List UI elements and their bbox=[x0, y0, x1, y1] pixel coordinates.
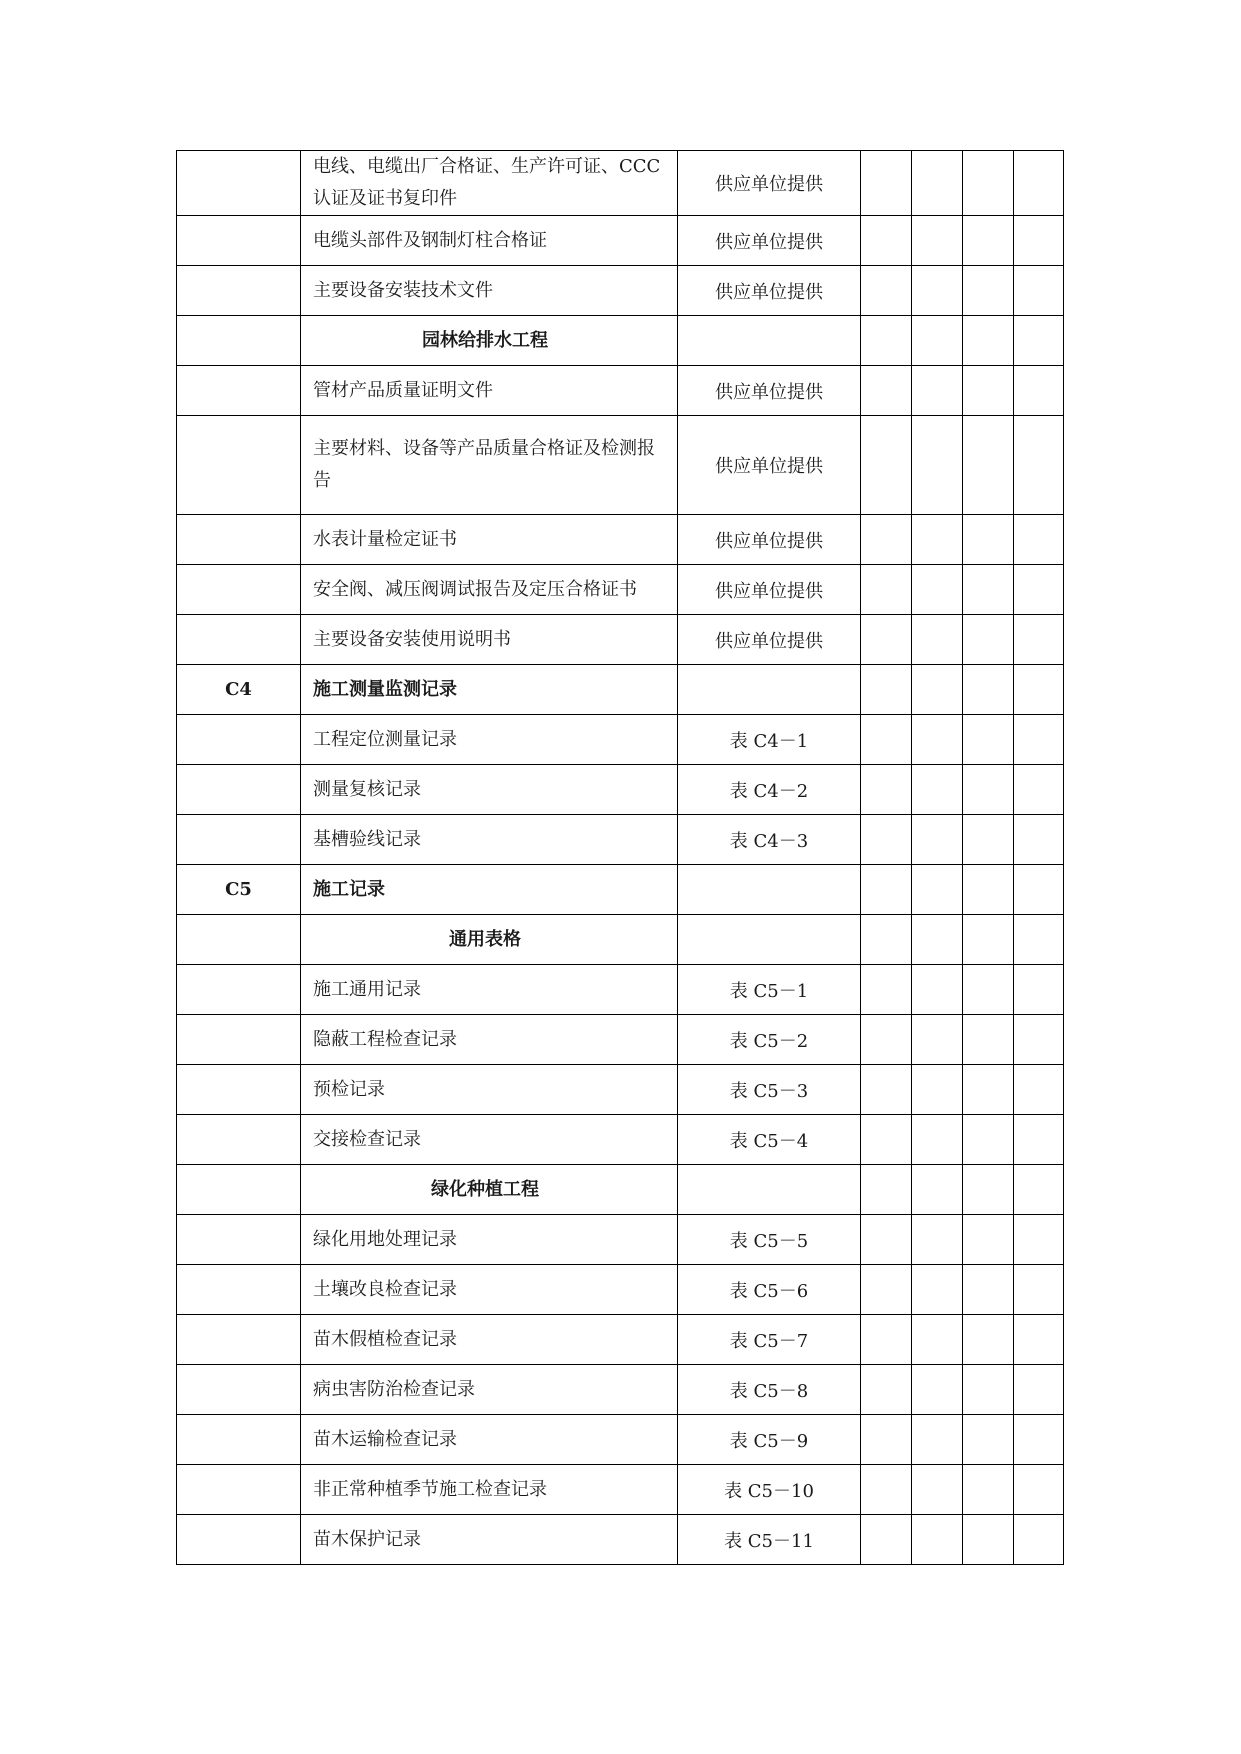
record-name-cell: 主要设备安装使用说明书 bbox=[301, 615, 678, 665]
check-cell bbox=[861, 1465, 912, 1515]
check-cell bbox=[1014, 151, 1064, 216]
record-code-cell bbox=[177, 416, 301, 515]
check-cell bbox=[912, 865, 963, 915]
check-cell bbox=[1014, 815, 1064, 865]
record-name-cell: 主要材料、设备等产品质量合格证及检测报告 bbox=[301, 416, 678, 515]
table-row bbox=[177, 615, 1064, 665]
record-code-cell bbox=[177, 366, 301, 416]
record-name-cell: 水表计量检定证书 bbox=[301, 515, 678, 565]
record-source-cell: 供应单位提供 bbox=[678, 515, 861, 565]
check-cell bbox=[963, 765, 1014, 815]
record-name-cell: 电线、电缆出厂合格证、生产许可证、CCC认证及证书复印件 bbox=[301, 151, 678, 216]
check-cell bbox=[861, 366, 912, 416]
table-row bbox=[177, 815, 1064, 865]
check-cell bbox=[912, 316, 963, 366]
record-code-cell bbox=[177, 216, 301, 266]
table-row bbox=[177, 1515, 1064, 1565]
check-cell bbox=[861, 1065, 912, 1115]
table-row bbox=[177, 865, 1064, 915]
check-cell bbox=[861, 1015, 912, 1065]
record-source-cell: 供应单位提供 bbox=[678, 565, 861, 615]
check-cell bbox=[912, 1515, 963, 1565]
table-row bbox=[177, 216, 1064, 266]
record-name-cell: 苗木保护记录 bbox=[301, 1515, 678, 1565]
table-row bbox=[177, 1115, 1064, 1165]
record-source-cell: 表 C4－3 bbox=[678, 815, 861, 865]
record-name-cell: 管材产品质量证明文件 bbox=[301, 366, 678, 416]
check-cell bbox=[861, 1215, 912, 1265]
table-row bbox=[177, 915, 1064, 965]
check-cell bbox=[1014, 715, 1064, 765]
check-cell bbox=[1014, 266, 1064, 316]
check-cell bbox=[912, 815, 963, 865]
check-cell bbox=[1014, 316, 1064, 366]
check-cell bbox=[912, 416, 963, 515]
check-cell bbox=[861, 216, 912, 266]
check-cell bbox=[963, 865, 1014, 915]
record-name-cell: 工程定位测量记录 bbox=[301, 715, 678, 765]
table-row bbox=[177, 1065, 1064, 1115]
table-row bbox=[177, 316, 1064, 366]
check-cell bbox=[963, 815, 1014, 865]
check-cell bbox=[861, 615, 912, 665]
record-source-cell bbox=[678, 1165, 861, 1215]
check-cell bbox=[1014, 1515, 1064, 1565]
record-code-cell bbox=[177, 316, 301, 366]
check-cell bbox=[912, 266, 963, 316]
record-source-cell: 表 C5－2 bbox=[678, 1015, 861, 1065]
check-cell bbox=[861, 565, 912, 615]
record-code-cell bbox=[177, 1065, 301, 1115]
record-name-cell: 交接检查记录 bbox=[301, 1115, 678, 1165]
record-name-cell: 测量复核记录 bbox=[301, 765, 678, 815]
table-row bbox=[177, 366, 1064, 416]
check-cell bbox=[1014, 765, 1064, 815]
record-code-cell bbox=[177, 1165, 301, 1215]
record-source-cell: 供应单位提供 bbox=[678, 615, 861, 665]
section-heading-cell: 园林给排水工程 bbox=[301, 316, 678, 366]
check-cell bbox=[963, 1515, 1014, 1565]
record-source-cell: 表 C5－10 bbox=[678, 1465, 861, 1515]
record-name-cell: 主要设备安装技术文件 bbox=[301, 266, 678, 316]
record-code-cell: C5 bbox=[177, 865, 301, 915]
check-cell bbox=[912, 965, 963, 1015]
check-cell bbox=[1014, 615, 1064, 665]
record-code-cell bbox=[177, 1315, 301, 1365]
record-name-cell: 电缆头部件及钢制灯柱合格证 bbox=[301, 216, 678, 266]
check-cell bbox=[963, 1315, 1014, 1365]
table-row bbox=[177, 1415, 1064, 1465]
check-cell bbox=[963, 266, 1014, 316]
record-source-cell: 表 C5－9 bbox=[678, 1415, 861, 1465]
check-cell bbox=[963, 216, 1014, 266]
record-code-cell bbox=[177, 151, 301, 216]
record-code-cell bbox=[177, 815, 301, 865]
record-code-cell bbox=[177, 1265, 301, 1315]
check-cell bbox=[861, 665, 912, 715]
record-code-cell bbox=[177, 1515, 301, 1565]
table-row bbox=[177, 416, 1064, 515]
check-cell bbox=[912, 151, 963, 216]
check-cell bbox=[861, 865, 912, 915]
record-source-cell: 表 C4－2 bbox=[678, 765, 861, 815]
record-code-cell bbox=[177, 1215, 301, 1265]
check-cell bbox=[912, 1115, 963, 1165]
check-cell bbox=[912, 915, 963, 965]
record-code-cell bbox=[177, 1415, 301, 1465]
record-source-cell bbox=[678, 316, 861, 366]
table-row bbox=[177, 715, 1064, 765]
record-name-cell: 病虫害防治检查记录 bbox=[301, 1365, 678, 1415]
check-cell bbox=[861, 1115, 912, 1165]
check-cell bbox=[912, 565, 963, 615]
check-cell bbox=[963, 915, 1014, 965]
record-source-cell: 供应单位提供 bbox=[678, 266, 861, 316]
record-code-cell bbox=[177, 1115, 301, 1165]
record-source-cell bbox=[678, 915, 861, 965]
check-cell bbox=[861, 1515, 912, 1565]
check-cell bbox=[912, 1265, 963, 1315]
record-source-cell: 表 C5－3 bbox=[678, 1065, 861, 1115]
check-cell bbox=[912, 366, 963, 416]
record-code-cell bbox=[177, 565, 301, 615]
record-code-cell bbox=[177, 965, 301, 1015]
record-name-cell: 安全阀、减压阀调试报告及定压合格证书 bbox=[301, 565, 678, 615]
section-heading-cell: 绿化种植工程 bbox=[301, 1165, 678, 1215]
check-cell bbox=[861, 515, 912, 565]
check-cell bbox=[963, 1115, 1014, 1165]
check-cell bbox=[963, 316, 1014, 366]
record-source-cell: 供应单位提供 bbox=[678, 416, 861, 515]
record-source-cell: 表 C5－11 bbox=[678, 1515, 861, 1565]
check-cell bbox=[1014, 1015, 1064, 1065]
check-cell bbox=[1014, 216, 1064, 266]
check-cell bbox=[1014, 1115, 1064, 1165]
check-cell bbox=[1014, 416, 1064, 515]
check-cell bbox=[963, 416, 1014, 515]
check-cell bbox=[861, 1315, 912, 1365]
check-cell bbox=[861, 1265, 912, 1315]
check-cell bbox=[861, 1415, 912, 1465]
check-cell bbox=[963, 515, 1014, 565]
check-cell bbox=[912, 1065, 963, 1115]
check-cell bbox=[1014, 1465, 1064, 1515]
records-table-body bbox=[177, 151, 1064, 1565]
check-cell bbox=[1014, 1165, 1064, 1215]
record-source-cell: 表 C5－1 bbox=[678, 965, 861, 1015]
check-cell bbox=[861, 1165, 912, 1215]
check-cell bbox=[912, 1215, 963, 1265]
check-cell bbox=[963, 1215, 1014, 1265]
check-cell bbox=[963, 366, 1014, 416]
table-row bbox=[177, 266, 1064, 316]
record-name-cell: 苗木运输检查记录 bbox=[301, 1415, 678, 1465]
record-name-cell: 隐蔽工程检查记录 bbox=[301, 1015, 678, 1065]
record-source-cell: 表 C5－4 bbox=[678, 1115, 861, 1165]
check-cell bbox=[912, 1465, 963, 1515]
table-row bbox=[177, 515, 1064, 565]
check-cell bbox=[1014, 366, 1064, 416]
table-row bbox=[177, 1015, 1064, 1065]
record-name-cell: 苗木假植检查记录 bbox=[301, 1315, 678, 1365]
record-name-cell: 土壤改良检查记录 bbox=[301, 1265, 678, 1315]
table-row bbox=[177, 1215, 1064, 1265]
check-cell bbox=[963, 1065, 1014, 1115]
record-source-cell: 供应单位提供 bbox=[678, 366, 861, 416]
table-row bbox=[177, 1265, 1064, 1315]
check-cell bbox=[1014, 565, 1064, 615]
check-cell bbox=[861, 715, 912, 765]
check-cell bbox=[912, 1015, 963, 1065]
record-source-cell: 表 C5－7 bbox=[678, 1315, 861, 1365]
check-cell bbox=[963, 1165, 1014, 1215]
check-cell bbox=[963, 715, 1014, 765]
check-cell bbox=[912, 615, 963, 665]
record-code-cell bbox=[177, 1465, 301, 1515]
check-cell bbox=[1014, 1315, 1064, 1365]
check-cell bbox=[861, 765, 912, 815]
check-cell bbox=[861, 151, 912, 216]
check-cell bbox=[1014, 665, 1064, 715]
check-cell bbox=[912, 1365, 963, 1415]
check-cell bbox=[963, 1015, 1014, 1065]
table-row bbox=[177, 1365, 1064, 1415]
record-code-cell bbox=[177, 915, 301, 965]
record-code-cell bbox=[177, 615, 301, 665]
record-code-cell bbox=[177, 515, 301, 565]
record-source-cell bbox=[678, 865, 861, 915]
check-cell bbox=[861, 1365, 912, 1415]
record-source-cell: 表 C5－5 bbox=[678, 1215, 861, 1265]
record-code-cell: C4 bbox=[177, 665, 301, 715]
check-cell bbox=[963, 1365, 1014, 1415]
check-cell bbox=[912, 216, 963, 266]
table-row bbox=[177, 1465, 1064, 1515]
check-cell bbox=[861, 815, 912, 865]
group-heading-cell: 施工测量监测记录 bbox=[301, 665, 678, 715]
check-cell bbox=[1014, 515, 1064, 565]
check-cell bbox=[912, 665, 963, 715]
table-row bbox=[177, 565, 1064, 615]
record-code-cell bbox=[177, 266, 301, 316]
record-name-cell: 绿化用地处理记录 bbox=[301, 1215, 678, 1265]
record-name-cell: 预检记录 bbox=[301, 1065, 678, 1115]
group-heading-cell: 施工记录 bbox=[301, 865, 678, 915]
table-row bbox=[177, 765, 1064, 815]
record-code-cell bbox=[177, 1015, 301, 1065]
check-cell bbox=[861, 266, 912, 316]
check-cell bbox=[963, 1415, 1014, 1465]
check-cell bbox=[963, 665, 1014, 715]
record-source-cell: 表 C4－1 bbox=[678, 715, 861, 765]
check-cell bbox=[861, 316, 912, 366]
check-cell bbox=[1014, 1065, 1064, 1115]
check-cell bbox=[963, 151, 1014, 216]
check-cell bbox=[912, 515, 963, 565]
records-table bbox=[176, 150, 1064, 1565]
check-cell bbox=[963, 615, 1014, 665]
check-cell bbox=[1014, 1365, 1064, 1415]
check-cell bbox=[912, 715, 963, 765]
record-name-cell: 施工通用记录 bbox=[301, 965, 678, 1015]
record-source-cell: 表 C5－8 bbox=[678, 1365, 861, 1415]
table-row bbox=[177, 665, 1064, 715]
check-cell bbox=[1014, 1415, 1064, 1465]
check-cell bbox=[912, 765, 963, 815]
record-code-cell bbox=[177, 715, 301, 765]
check-cell bbox=[861, 416, 912, 515]
record-name-cell: 基槽验线记录 bbox=[301, 815, 678, 865]
section-heading-cell: 通用表格 bbox=[301, 915, 678, 965]
check-cell bbox=[1014, 1265, 1064, 1315]
record-name-cell: 非正常种植季节施工检查记录 bbox=[301, 1465, 678, 1515]
check-cell bbox=[963, 1465, 1014, 1515]
check-cell bbox=[963, 565, 1014, 615]
check-cell bbox=[1014, 1215, 1064, 1265]
check-cell bbox=[861, 915, 912, 965]
check-cell bbox=[912, 1315, 963, 1365]
check-cell bbox=[1014, 865, 1064, 915]
record-source-cell: 供应单位提供 bbox=[678, 151, 861, 216]
record-source-cell bbox=[678, 665, 861, 715]
table-row bbox=[177, 1315, 1064, 1365]
check-cell bbox=[861, 965, 912, 1015]
record-source-cell: 表 C5－6 bbox=[678, 1265, 861, 1315]
check-cell bbox=[963, 1265, 1014, 1315]
table-row bbox=[177, 1165, 1064, 1215]
table-row bbox=[177, 965, 1064, 1015]
record-source-cell: 供应单位提供 bbox=[678, 216, 861, 266]
record-code-cell bbox=[177, 1365, 301, 1415]
table-row bbox=[177, 151, 1064, 216]
check-cell bbox=[1014, 965, 1064, 1015]
check-cell bbox=[1014, 915, 1064, 965]
check-cell bbox=[963, 965, 1014, 1015]
check-cell bbox=[912, 1415, 963, 1465]
record-code-cell bbox=[177, 765, 301, 815]
check-cell bbox=[912, 1165, 963, 1215]
